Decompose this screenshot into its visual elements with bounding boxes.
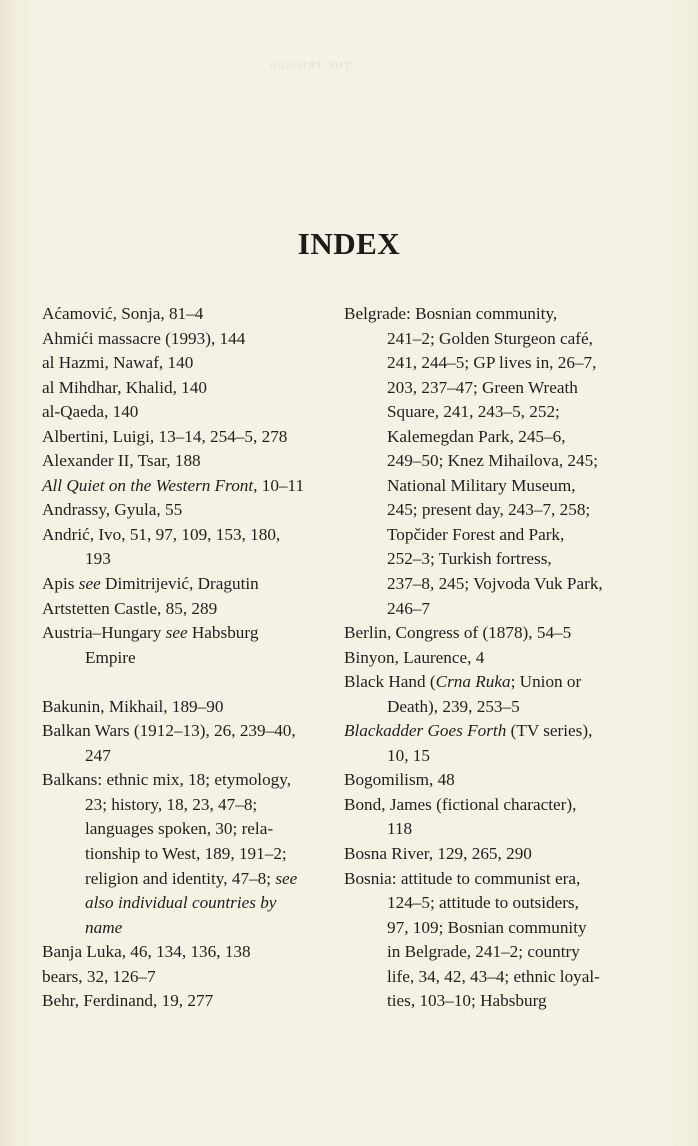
- index-entry-continuation-line: [344, 572, 664, 597]
- letter-section-gap: [42, 670, 342, 695]
- entry-text: al Mihdhar, Khalid, 140: [42, 377, 207, 397]
- index-entry-continuation-line: [42, 916, 342, 941]
- index-entry-black-hand: [344, 670, 664, 719]
- entry-text: Andrić, Ivo, 51, 97, 109, 153, 180,: [42, 524, 281, 544]
- index-entry-heading-line: [344, 719, 664, 744]
- entry-text: 193: [85, 549, 111, 569]
- entry-text: Death), 239, 253–5: [387, 696, 520, 716]
- index-entry-heading-line: [42, 572, 342, 597]
- index-entry-continuation-line: [42, 891, 342, 916]
- index-entry-all-quiet: [42, 474, 342, 499]
- entry-text: tionship to West, 189, 191–2;: [85, 844, 287, 864]
- index-column-left: [42, 302, 342, 1014]
- index-entry-continuation-line: [344, 523, 664, 548]
- entry-text: Alexander II, Tsar, 188: [42, 451, 201, 471]
- index-entry-heading-line: [42, 768, 342, 793]
- index-entry-heading-line: [42, 425, 342, 450]
- entry-text: Bakunin, Mikhail, 189–90: [42, 696, 224, 716]
- entry-text: Andrassy, Gyula, 55: [42, 500, 183, 520]
- italic-text: Crna Ruka: [435, 672, 511, 692]
- index-entry-heading-line: [344, 621, 664, 646]
- entry-text: Kalemegdan Park, 245–6,: [387, 426, 566, 446]
- index-entry-heading-line: [42, 940, 342, 965]
- entry-text: Habsburg: [187, 623, 259, 643]
- index-entry-continuation-line: [344, 597, 664, 622]
- entry-text: Balkans: ethnic mix, 18; etymology,: [42, 770, 292, 790]
- entry-text: Austria–Hungary: [42, 623, 166, 643]
- italic-text: also individual countries by: [85, 893, 277, 913]
- index-entry-binyon: [344, 646, 664, 671]
- entry-text: Square, 241, 243–5, 252;: [387, 402, 560, 422]
- entry-text: Behr, Ferdinand, 19, 277: [42, 991, 214, 1011]
- entry-text: Dimitrijević, Dragutin: [100, 574, 259, 594]
- entry-text: 247: [85, 745, 111, 765]
- index-entry-heading-line: [344, 302, 664, 327]
- italic-text: see: [78, 574, 101, 594]
- entry-text: (TV series),: [506, 721, 593, 741]
- entry-text: al-Qaeda, 140: [42, 402, 139, 422]
- italic-text: see: [275, 868, 298, 888]
- italic-text: All Quiet on the Western Front: [42, 475, 254, 495]
- page-title: INDEX: [297, 225, 401, 261]
- index-entry-continuation-line: [344, 498, 664, 523]
- entry-text: Ahmići massacre (1993), 144: [42, 328, 246, 348]
- italic-text: see: [165, 623, 188, 643]
- entry-text: Binyon, Laurence, 4: [344, 647, 485, 667]
- entry-text: Bond, James (fictional character),: [344, 794, 577, 814]
- index-entry-bond: [344, 793, 664, 842]
- index-entry-heading-line: [344, 867, 664, 892]
- index-entry-continuation-line: [344, 474, 664, 499]
- index-entry-andrassy: [42, 498, 342, 523]
- index-entry-heading-line: [344, 670, 664, 695]
- index-entry-continuation-line: [42, 867, 342, 892]
- index-entry-banja-luka: [42, 940, 342, 965]
- entry-text: 118: [387, 819, 413, 839]
- index-entry-continuation-line: [344, 449, 664, 474]
- index-entry-heading-line: [42, 400, 342, 425]
- entry-text: 124–5; attitude to outsiders,: [387, 893, 579, 913]
- index-entry-bosnia: [344, 867, 664, 1014]
- index-entry-alexander-ii: [42, 449, 342, 474]
- index-entry-heading-line: [344, 842, 664, 867]
- index-entry-continuation-line: [344, 327, 664, 352]
- index-entry-continuation-line: [42, 817, 342, 842]
- entry-text: Aćamović, Sonja, 81–4: [42, 304, 204, 323]
- index-entry-heading-line: [42, 376, 342, 401]
- entry-text: 245; present day, 243–7, 258;: [387, 500, 591, 520]
- index-entry-berlin: [344, 621, 664, 646]
- entry-text: languages spoken, 30; rela-: [85, 819, 274, 839]
- index-entry-albertini: [42, 425, 342, 450]
- index-entry-heading-line: [344, 646, 664, 671]
- entry-text: Bosna River, 129, 265, 290: [344, 844, 532, 864]
- entry-text: Black Hand (: [344, 672, 436, 692]
- entry-text: , 10–11: [253, 475, 305, 495]
- index-entry-continuation-line: [344, 351, 664, 376]
- index-entry-heading-line: [42, 695, 342, 720]
- entry-text: 237–8, 245; Vojvoda Vuk Park,: [387, 574, 603, 594]
- entry-text: 241–2; Golden Sturgeon café,: [387, 328, 593, 348]
- entry-text: 241, 244–5; GP lives in, 26–7,: [387, 353, 597, 373]
- entry-text: Bogomilism, 48: [344, 770, 455, 790]
- entry-text: Belgrade: Bosnian community,: [344, 304, 558, 323]
- entry-text: Apis: [42, 574, 79, 594]
- entry-text: National Military Museum,: [387, 475, 576, 495]
- index-entry-continuation-line: [344, 744, 664, 769]
- entry-text: religion and identity, 47–8;: [85, 868, 276, 888]
- index-entry-bears: [42, 965, 342, 990]
- index-entry-heading-line: [42, 351, 342, 376]
- index-column-right: [344, 302, 664, 1014]
- index-entry-bogomilism: [344, 768, 664, 793]
- index-entry-apis: [42, 572, 342, 597]
- entry-text: Artstetten Castle, 85, 289: [42, 598, 218, 618]
- entry-text: life, 34, 42, 43–4; ethnic loyal-: [387, 966, 600, 986]
- index-entry-blackadder: [344, 719, 664, 768]
- index-entry-continuation-line: [344, 940, 664, 965]
- index-entry-ahmici: [42, 327, 342, 352]
- entry-text: al Hazmi, Nawaf, 140: [42, 353, 194, 373]
- index-entry-continuation-line: [344, 989, 664, 1014]
- index-entry-continuation-line: [42, 744, 342, 769]
- index-entry-continuation-line: [344, 817, 664, 842]
- index-entry-bakunin: [42, 695, 342, 720]
- index-entry-continuation-line: [344, 695, 664, 720]
- index-entry-continuation-line: [344, 916, 664, 941]
- entry-text: Balkan Wars (1912–13), 26, 239–40,: [42, 721, 296, 741]
- entry-text: ; Union or: [510, 672, 582, 692]
- index-entry-al-hazmi: [42, 351, 342, 376]
- entry-text: Topčider Forest and Park,: [387, 524, 565, 544]
- entry-text: Empire: [85, 647, 136, 667]
- entry-text: 10, 15: [387, 745, 430, 765]
- index-entry-bosna-river: [344, 842, 664, 867]
- index-entry-heading-line: [42, 965, 342, 990]
- index-entry-al-mihdhar: [42, 376, 342, 401]
- entry-text: Albertini, Luigi, 13–14, 254–5, 278: [42, 426, 288, 446]
- entry-text: ties, 103–10; Habsburg: [387, 991, 547, 1011]
- entry-text: 246–7: [387, 598, 430, 618]
- index-entry-heading-line: [42, 523, 342, 548]
- index-entry-continuation-line: [42, 793, 342, 818]
- index-entry-heading-line: [42, 989, 342, 1014]
- entry-text: Bosnia: attitude to communist era,: [344, 868, 581, 888]
- entry-text: 23; history, 18, 23, 47–8;: [85, 794, 258, 814]
- index-entry-behr: [42, 989, 342, 1014]
- entry-text: in Belgrade, 241–2; country: [387, 942, 580, 962]
- show-through-running-header: THE TRIGGER: [268, 60, 351, 72]
- index-entry-continuation-line: [344, 965, 664, 990]
- entry-text: 249–50; Knez Mihailova, 245;: [387, 451, 598, 471]
- index-entry-continuation-line: [42, 547, 342, 572]
- index-entry-artstetten: [42, 597, 342, 622]
- index-entry-andric: [42, 523, 342, 572]
- index-entry-acamovic: [42, 302, 342, 327]
- index-entry-continuation-line: [344, 376, 664, 401]
- index-entry-continuation-line: [42, 646, 342, 671]
- index-entry-heading-line: [42, 474, 342, 499]
- index-entry-belgrade: [344, 302, 664, 621]
- index-entry-heading-line: [344, 793, 664, 818]
- index-entry-continuation-line: [344, 547, 664, 572]
- index-entry-heading-line: [42, 597, 342, 622]
- index-entry-heading-line: [42, 498, 342, 523]
- index-entry-continuation-line: [42, 842, 342, 867]
- index-entry-austria-hungary: [42, 621, 342, 670]
- entry-text: Banja Luka, 46, 134, 136, 138: [42, 942, 251, 962]
- italic-text: name: [85, 917, 123, 937]
- index-entry-continuation-line: [344, 425, 664, 450]
- italic-text: Blackadder Goes Forth: [344, 721, 507, 741]
- index-entry-heading-line: [42, 327, 342, 352]
- index-entry-heading-line: [42, 302, 342, 327]
- entry-text: 203, 237–47; Green Wreath: [387, 377, 578, 397]
- entry-text: 97, 109; Bosnian community: [387, 917, 587, 937]
- index-entry-heading-line: [42, 449, 342, 474]
- index-entry-al-qaeda: [42, 400, 342, 425]
- entry-text: Berlin, Congress of (1878), 54–5: [344, 623, 572, 643]
- index-entry-continuation-line: [344, 400, 664, 425]
- index-entry-balkan-wars: [42, 719, 342, 768]
- entry-text: 252–3; Turkish fortress,: [387, 549, 552, 569]
- index-entry-heading-line: [42, 621, 342, 646]
- index-entry-heading-line: [42, 719, 342, 744]
- index-entry-balkans: [42, 768, 342, 940]
- entry-text: bears, 32, 126–7: [42, 966, 156, 986]
- index-entry-continuation-line: [344, 891, 664, 916]
- index-entry-heading-line: [344, 768, 664, 793]
